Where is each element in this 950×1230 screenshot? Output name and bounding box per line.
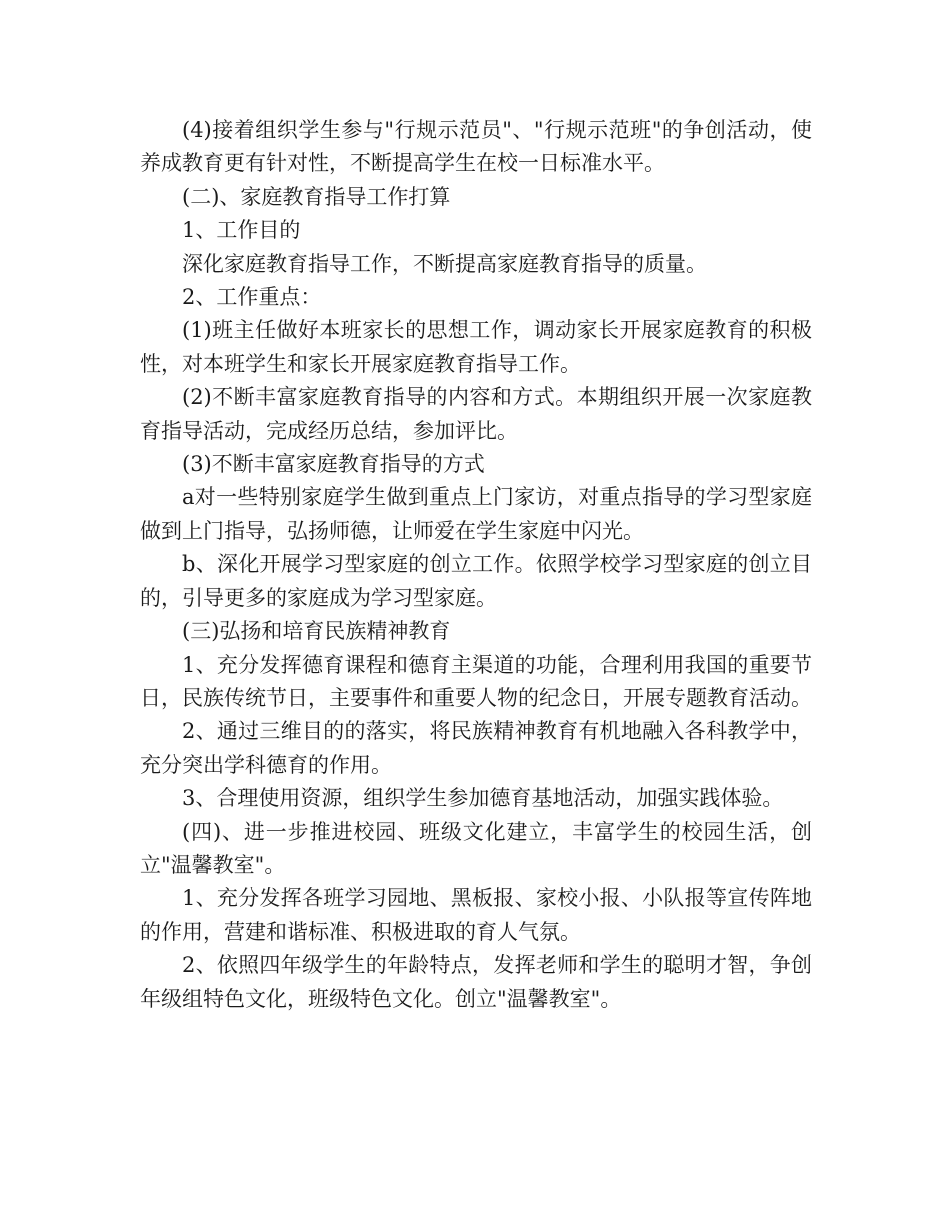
section-heading-national-spirit: (三)弘扬和培育民族精神教育 xyxy=(182,619,451,644)
paragraph-work-goal: 深化家庭教育指导工作，不断提高家庭教育指导的质量。 xyxy=(182,251,707,276)
paragraph-focus-3: (3)不断丰富家庭教育指导的方式 xyxy=(182,452,485,477)
paragraph-spirit-1: 1、充分发挥德育课程和德育主渠道的功能，合理利用我国的重要节日，民族传统节日，主要事件和重要人物的纪念日，开展专题教育活动。 xyxy=(140,652,812,710)
paragraph-focus-2: (2)不断丰富家庭教育指导的内容和方式。本期组织开展一次家庭教育指导活动，完成经历总结，参加评比。 xyxy=(140,385,812,443)
paragraph-focus-1: (1)班主任做好本班家长的思想工作，调动家长开展家庭教育的积极性，对本班学生和家长开展家庭教育指导工作。 xyxy=(140,318,812,376)
subheading-work-goal: 1、工作目的 xyxy=(182,218,301,243)
paragraph-spirit-2: 2、通过三维目的的落实，将民族精神教育有机地融入各科教学中，充分突出学科德育的作用。 xyxy=(140,719,812,777)
paragraph-item-a: a对一些特别家庭学生做到重点上门家访，对重点指导的学习型家庭做到上门指导，弘扬师德，让师爱在学生家庭中闪光。 xyxy=(140,485,812,543)
paragraph-item-b: b、深化开展学习型家庭的创立工作。依照学校学习型家庭的创立目的，引导更多的家庭成为学习型家庭。 xyxy=(140,552,812,610)
paragraph-spirit-3: 3、合理使用资源，组织学生参加德育基地活动，加强实践体验。 xyxy=(182,786,784,811)
paragraph-culture-1: 1、充分发挥各班学习园地、黑板报、家校小报、小队报等宣传阵地的作用，营建和谐标准、积极进取的育人气氛。 xyxy=(140,886,812,944)
paragraph-habit-activity: (4)接着组织学生参与"行规示范员"、"行规示范班"的争创活动，使养成教育更有针对性，不断提高学生在校一日标准水平。 xyxy=(140,118,812,176)
section-heading-campus-culture: (四)、进一步推进校园、班级文化建立，丰富学生的校园生活，创立"温馨教室"。 xyxy=(140,819,812,877)
document-page xyxy=(140,114,812,1016)
paragraph-culture-2: 2、依照四年级学生的年龄特点，发挥老师和学生的聪明才智，争创年级组特色文化，班级特色文化。创立"温馨教室"。 xyxy=(140,953,812,1011)
subheading-work-focus: 2、工作重点： xyxy=(182,285,322,310)
section-heading-family-education: (二)、家庭教育指导工作打算 xyxy=(182,184,451,209)
